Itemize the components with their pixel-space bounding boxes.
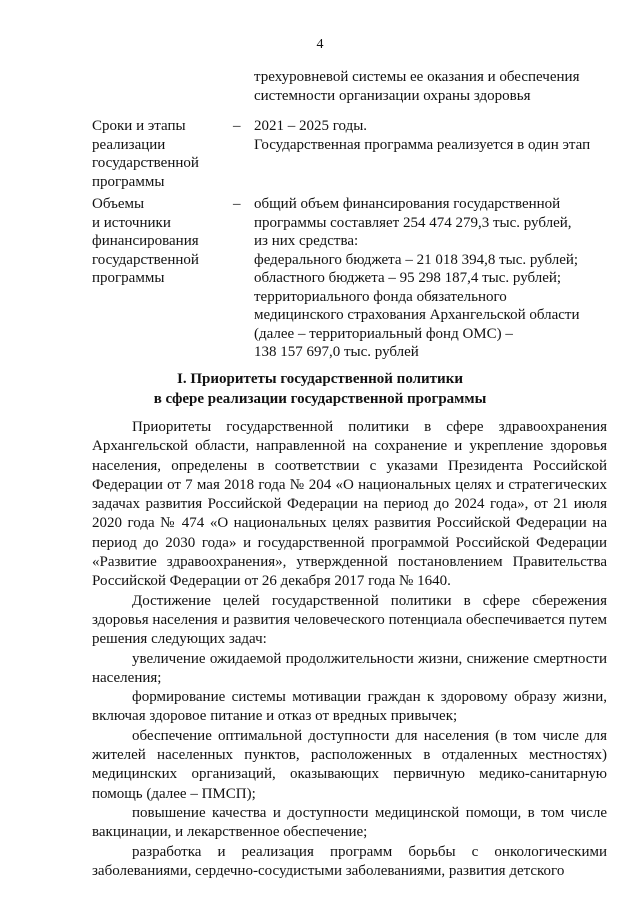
passport-value-terms	[254, 117, 607, 154]
label-line: реализации	[92, 136, 166, 153]
text-line: (далее – территориальный фонд ОМС) –	[254, 325, 513, 342]
text-line: территориального фонда обязательного	[254, 288, 507, 305]
text-line: из них средства:	[254, 233, 359, 249]
passport-dash: –	[233, 118, 241, 134]
passport-dash: –	[233, 196, 241, 212]
label-line: Объемы	[92, 196, 145, 212]
text-line: Государственная программа реализуется в один этап	[254, 136, 591, 153]
label-line: государственной	[92, 155, 199, 171]
section-body	[92, 418, 607, 881]
label-line: финансирования	[92, 233, 199, 249]
text-line: 2021 – 2025 годы.	[254, 118, 368, 134]
text-line: федерального бюджета – 21 018 394,8 тыс. рублей;	[254, 251, 579, 268]
label-line: программы	[92, 270, 165, 286]
passport-label-funding	[92, 195, 232, 288]
text-line: программы составляет 254 474 279,3 тыс. рублей,	[254, 214, 572, 231]
text-line: трехуровневой системы ее оказания и обеспечения	[254, 69, 580, 85]
label-line: программы	[92, 173, 165, 190]
paragraph: разработка и реализация программ борьбы с онкологическими заболеваниями, сердечно-сосудистыми заболеваниями, развития детского	[92, 843, 607, 879]
text-line: системности организации охраны здоровья	[254, 87, 531, 104]
label-line: государственной	[92, 251, 199, 268]
section-heading	[0, 370, 640, 409]
text-line: общий объем финансирования государственной	[254, 196, 561, 212]
text-line: медицинского страхования Архангельской области	[254, 307, 580, 323]
label-line: Сроки и этапы	[92, 118, 186, 134]
paragraph: Приоритеты государственной политики в сфере здравоохранения Архангельской области, направленной на сохранение и укрепление здоровья населения, определены в соответствии с указами Президента Российской Федерации от 7 мая 2018 года № 204 «О национальных целях и стратегических задачах развития Российской Федерации на период до 2024 года», от 21 июля 2020 года № 474 «О национальных целях развития Российской Федерации на период до 2030 года» и государственной программой Российской Федерации «Развитие здравоохранения», утвержденной постановлением Правительства Российской Федерации от 26 декабря 2017 года № 1640.	[92, 419, 607, 590]
passport-value-funding	[254, 195, 607, 362]
text-line: областного бюджета – 95 298 187,4 тыс. рублей;	[254, 270, 562, 286]
label-line: и источники	[92, 214, 171, 231]
text-line: 138 157 697,0 тыс. рублей	[254, 344, 419, 360]
paragraph: обеспечение оптимальной доступности для населения (в том числе для жителей населенных пунктов, расположенных в отдаленных местностях) медицинских организаций, оказывающих первичную медико-санитарную помощь (далее – ПМСП);	[92, 727, 607, 802]
paragraph: увеличение ожидаемой продолжительности жизни, снижение смертности населения;	[92, 650, 607, 686]
passport-continued-value	[254, 68, 607, 105]
page-number: 4	[316, 37, 324, 52]
paragraph: формирование системы мотивации граждан к здоровому образу жизни, включая здоровое питание и отказ от вредных привычек;	[92, 689, 607, 725]
paragraph: повышение качества и доступности медицинской помощи, в том числе вакцинации, и лекарственное обеспечение;	[92, 804, 607, 841]
passport-label-terms	[92, 117, 232, 191]
paragraph: Достижение целей государственной политики в сфере сбережения здоровья населения и развития человеческого потенциала обеспечивается путем решения следующих задач:	[92, 592, 607, 648]
heading-line: I. Приоритеты государственной политики	[177, 371, 463, 387]
heading-line: в сфере реализации государственной программы	[153, 390, 487, 407]
